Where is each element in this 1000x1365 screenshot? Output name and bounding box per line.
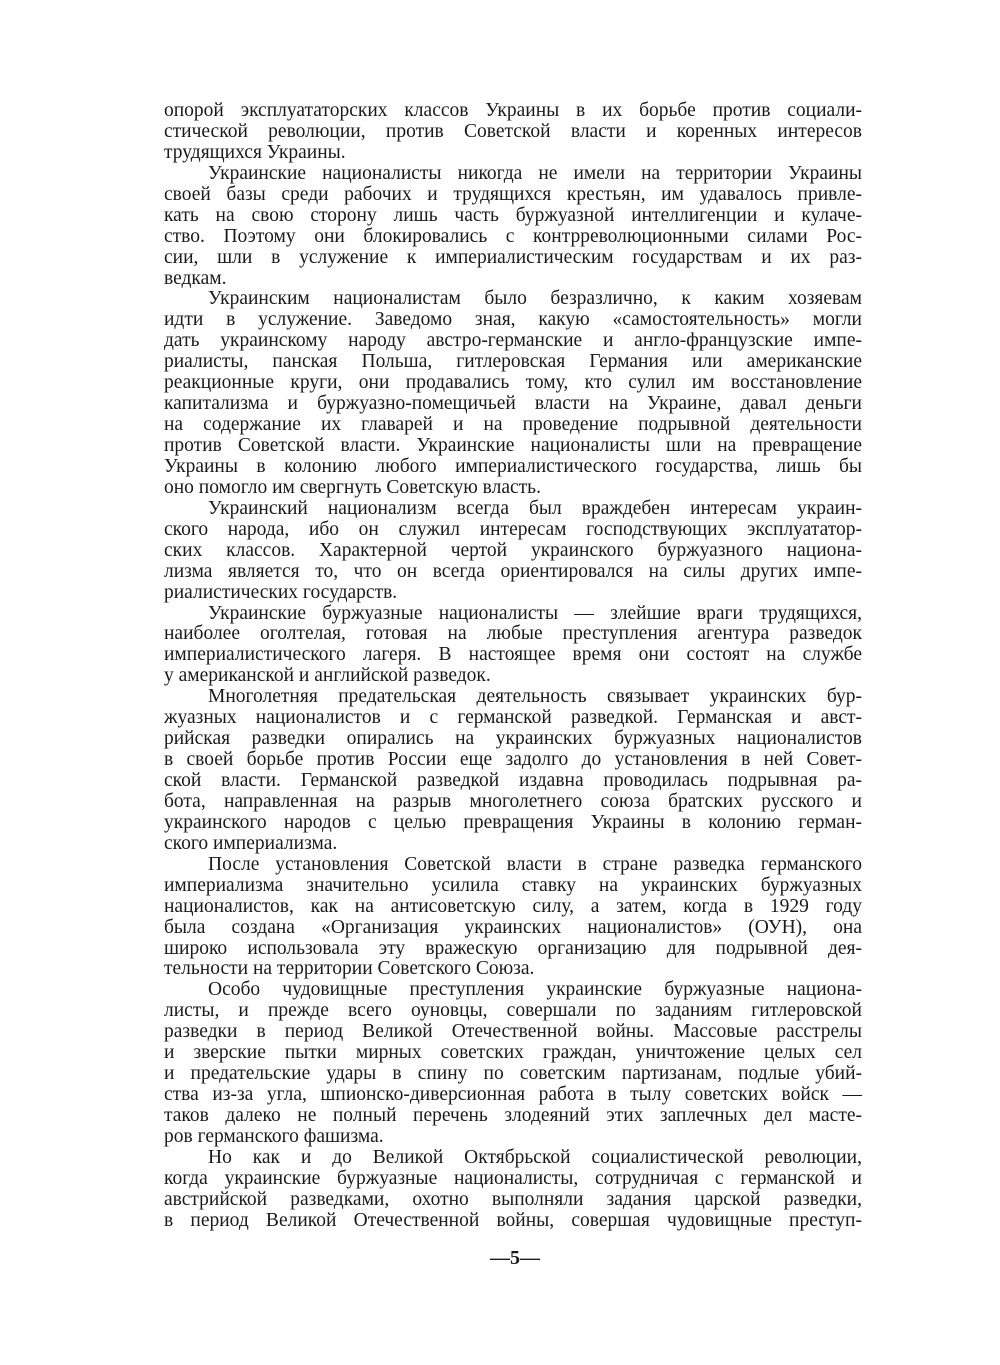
text-line: украинского народов с целью превращения Украины в колонию герман- [164, 811, 862, 833]
text-line: Но как и до Великой Октябрьской социалистической революции, [208, 1146, 862, 1168]
text-line: тельности на территории Советского Союза. [164, 958, 535, 980]
text-line: разведки в период Великой Отечественной войны. Массовые расстрелы [164, 1021, 862, 1043]
text-line: наиболее оголтелая, готовая на любые преступления агентура разведок [164, 623, 862, 645]
text-line: капитализма и буржуазно-помещичьей власти на Украине, давал деньги [164, 393, 862, 415]
text-line: у американской и английской разведок. [164, 665, 491, 687]
text-line: австрийской разведками, охотно выполняли задания царской разведки, [164, 1188, 862, 1210]
text-line: ство. Поэтому они блокировались с контрреволюционными силами Рос- [164, 225, 862, 247]
paragraph [164, 289, 862, 498]
text-line: ведкам. [164, 267, 227, 289]
paragraph [164, 1148, 862, 1232]
text-line: ства из-за угла, шпионско-диверсионная работа в тылу советских войск — [164, 1084, 862, 1106]
text-line: бота, направленная на разрыв многолетнего союза братских русского и [164, 790, 862, 812]
text-line: империалистического лагеря. В настоящее время они состоят на службе [164, 644, 862, 666]
text-line: Украинские националисты никогда не имели на территории Украины [208, 162, 862, 184]
paragraph [164, 164, 862, 290]
text-line: широко использовала эту вражескую организацию для подрывной дея- [164, 937, 862, 959]
text-line: Особо чудовищные преступления украинские буржуазные национа- [208, 979, 862, 1001]
text-line: и предательские удары в спину по советским партизанам, подлые убий- [164, 1063, 862, 1085]
text-line: риалисты, панская Польша, гитлеровская Германия или американские [164, 351, 862, 373]
text-line: ской власти. Германской разведкой издавна проводилась подрывная ра- [164, 770, 862, 791]
text-line: империализма значительно усилила ставку на украинских буржуазных [164, 874, 862, 896]
text-line: Украинским националистам было безразлично, к каким хозяевам [208, 288, 862, 310]
paragraph [164, 855, 862, 981]
text-line: листы, и прежде всего оуновцы, совершали по заданиям гитлеровской [164, 1000, 862, 1022]
text-line: таков далеко не полный перечень злодеяний этих заплечных дел масте- [164, 1105, 862, 1126]
text-line: После установления Советской власти в стране разведка германского [208, 853, 862, 875]
text-line: ских классов. Характерной чертой украинского буржуазного национа- [164, 539, 862, 561]
text-line: риалистических государств. [164, 581, 398, 603]
text-line: кать на свою сторону лишь часть буржуазной интеллигенции и кулаче- [164, 204, 862, 226]
text-line: Украинские буржуазные националисты — злейшие враги трудящихся, [208, 602, 862, 624]
text-line: в период Великой Отечественной войны, совершая чудовищные преступ- [164, 1209, 862, 1231]
paragraph [164, 101, 862, 164]
text-line: жуазных националистов и с германской разведкой. Германская и авст- [164, 707, 862, 729]
paragraph [164, 980, 862, 1148]
text-line: Многолетняя предательская деятельность связывает украинских бур- [208, 686, 862, 708]
text-line: оно помогло им свергнуть Советскую власть. [164, 476, 541, 498]
text-line: на содержание их главарей и на проведение подрывной деятельности [164, 414, 862, 436]
page-number: —5— [490, 1247, 540, 1269]
text-line: когда украинские буржуазные националисты, сотрудничая с германской и [164, 1167, 862, 1189]
text-line: против Советской власти. Украинские националисты шли на превращение [164, 435, 862, 456]
text-line: рийская разведки опирались на украинских буржуазных националистов [164, 728, 862, 750]
text-line: националистов, как на антисоветскую силу, а затем, когда в 1929 году [164, 895, 862, 917]
paragraph [164, 499, 862, 604]
text-line: ского народа, ибо он служил интересам господствующих эксплуататор- [164, 518, 862, 540]
text-line: своей базы среди рабочих и трудящихся крестьян, им удавалось привле- [164, 183, 862, 205]
text-line: ского империализма. [164, 832, 338, 854]
text-line: была создана «Организация украинских националистов» (ОУН), она [164, 916, 862, 938]
text-line: дать украинскому народу австро-германские и англо-французские импе- [164, 330, 862, 352]
text-line: идти в услужение. Заведомо зная, какую «самостоятельность» могли [164, 309, 862, 331]
text-line: трудящихся Украины. [164, 141, 346, 163]
text-line: сии, шли в услужение к империалистическим государствам и их раз- [164, 246, 862, 268]
text-line: в своей борьбе против России еще задолго до установления в ней Совет- [164, 749, 862, 771]
text-line: опорой эксплуататорских классов Украины в их борьбе против социали- [164, 100, 862, 121]
page-body-text [164, 101, 862, 1232]
text-line: и зверские пытки мирных советских граждан, уничтожение целых сел [164, 1042, 862, 1064]
text-line: лизма является то, что он всегда ориентировался на силы других импе- [164, 560, 862, 582]
text-line: ров германского фашизма. [164, 1125, 384, 1147]
text-line: Украинский национализм всегда был враждебен интересам украин- [208, 497, 862, 519]
text-line: реакционные круги, они продавались тому, кто сулил им восстановление [164, 372, 862, 394]
paragraph [164, 687, 862, 855]
text-line: Украины в колонию любого империалистического государства, лишь бы [164, 455, 862, 477]
text-line: стической революции, против Советской власти и коренных интересов [164, 120, 862, 142]
paragraph [164, 604, 862, 688]
